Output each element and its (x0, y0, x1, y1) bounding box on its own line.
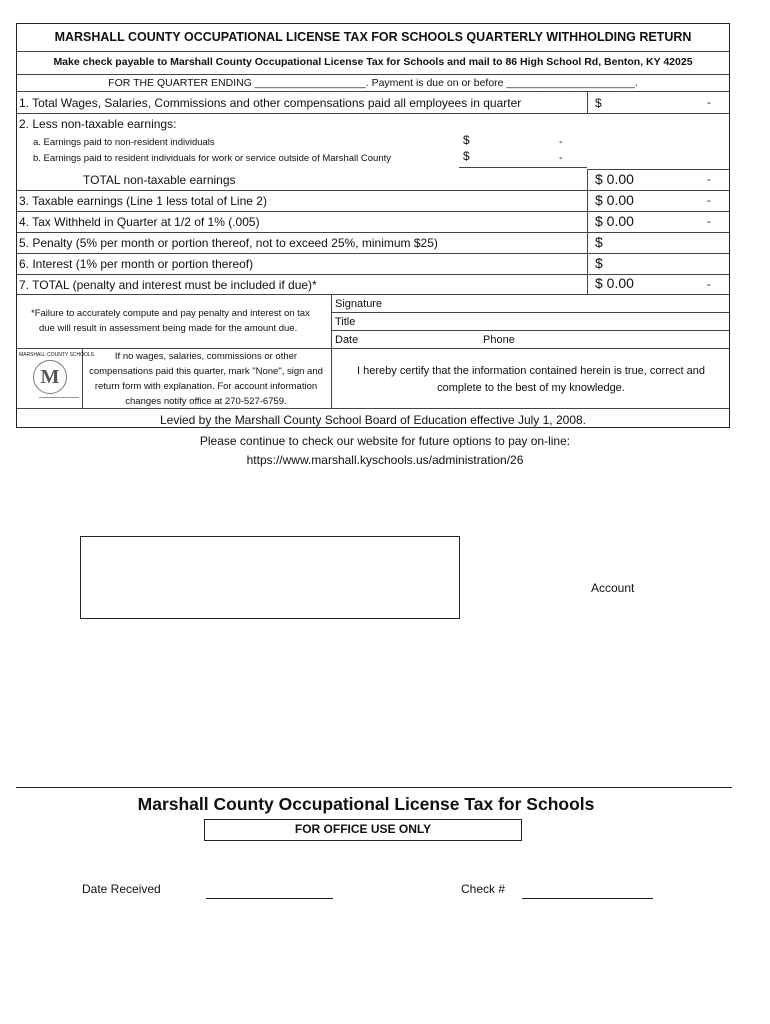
date-received-field[interactable] (206, 898, 333, 899)
line3-label: 3. Taxable earnings (Line 1 less total of Line 2) (19, 194, 267, 208)
certification-line2: complete to the best of my knowledge. (437, 382, 625, 394)
line5-amount[interactable]: $ (595, 234, 603, 250)
line7-dash: - (707, 279, 711, 291)
date-received-label: Date Received (82, 882, 161, 896)
rule (331, 312, 729, 313)
line2a-dollar[interactable]: $ (463, 133, 470, 147)
form-title: MARSHALL COUNTY OCCUPATIONAL LICENSE TAX FOR SCHOOLS QUARTERLY WITHHOLDING RETURN (54, 30, 692, 44)
line6-label: 6. Interest (1% per month or portion thereof) (19, 257, 254, 271)
rule (17, 91, 729, 92)
line3-dash: - (707, 195, 711, 207)
total-nontaxable-amount[interactable]: $ 0.00 (595, 171, 634, 187)
logo-rule (39, 397, 79, 398)
rule (17, 211, 729, 212)
quarter-ending-line: FOR THE QUARTER ENDING ___________________. Payment is due on or before ______________________. (108, 77, 638, 89)
line1-dash: - (707, 97, 711, 109)
line4-dash: - (707, 216, 711, 228)
account-label: Account (591, 581, 635, 595)
rule (17, 74, 729, 75)
website-url[interactable]: https://www.marshall.kyschools.us/administration/26 (246, 453, 524, 467)
total-nontaxable-label: TOTAL non-taxable earnings (83, 173, 236, 187)
line3-amount[interactable]: $ 0.00 (595, 192, 634, 208)
failure-note-line1: *Failure to accurately compute and pay penalty and interest on tax (31, 308, 310, 319)
date-label: Date (335, 334, 359, 346)
rule (587, 169, 729, 170)
line2b-label: b. Earnings paid to resident individuals for work or service outside of Marshall County (33, 153, 392, 164)
total-nontaxable-dash: - (707, 174, 711, 186)
certification-line1: I hereby certify that the information contained herein is true, correct and (357, 365, 705, 377)
rule (17, 51, 729, 52)
rule (17, 294, 729, 295)
line2a-dash: - (559, 136, 563, 148)
line1-label: 1. Total Wages, Salaries, Commissions and other compensations paid all employees in quarter (19, 96, 522, 110)
line1-amount[interactable]: $ (595, 96, 602, 110)
withholding-return-form (16, 23, 730, 428)
line5-label: 5. Penalty (5% per month or portion thereof, not to exceed 25%, minimum $25) (19, 236, 438, 250)
failure-note-line2: due will result in assessment being made for the amount due. (39, 323, 298, 334)
line2-label: 2. Less non-taxable earnings: (19, 117, 177, 131)
no-wages-note-line3: return form with explanation. For account information (94, 381, 318, 392)
logo-emblem: M (33, 360, 67, 394)
school-logo (19, 352, 95, 404)
check-number-field[interactable] (522, 898, 653, 899)
rule (17, 232, 729, 233)
rule (459, 167, 587, 168)
rule (17, 408, 729, 409)
rule (587, 91, 588, 113)
line7-label: 7. TOTAL (penalty and interest must be included if due)* (19, 278, 317, 292)
line2b-dash: - (559, 152, 563, 164)
rule (587, 169, 588, 294)
logo-text: MARSHALL COUNTY SCHOOLS (19, 352, 95, 358)
rule (17, 113, 729, 114)
no-wages-note-line2: compensations paid this quarter, mark "None", sign and (89, 366, 323, 377)
online-notice: Please continue to check our website for future options to pay on-line: (199, 434, 571, 448)
levied-statement: Levied by the Marshall County School Board of Education effective July 1, 2008. (159, 413, 587, 427)
rule (331, 294, 332, 408)
rule (17, 348, 729, 349)
check-number-label: Check # (461, 882, 506, 896)
rule (331, 330, 729, 331)
line7-amount[interactable]: $ 0.00 (595, 275, 634, 291)
line2b-dollar[interactable]: $ (463, 149, 470, 163)
office-use-only-box: FOR OFFICE USE ONLY (204, 819, 522, 841)
line2a-label: a. Earnings paid to non-resident individuals (33, 137, 215, 148)
rule (17, 190, 729, 191)
title-label: Title (335, 316, 356, 328)
no-wages-note-line1: If no wages, salaries, commissions or other (114, 351, 298, 362)
signature-label: Signature (335, 298, 383, 310)
mail-instructions: Make check payable to Marshall County Occupational License Tax for Schools and mail to 86 High School Rd, Benton, KY 42025 (53, 56, 693, 68)
no-wages-note-line4: changes notify office at 270-527-6759. (125, 396, 287, 407)
line6-amount[interactable]: $ (595, 255, 603, 271)
mailing-address-box[interactable] (80, 536, 460, 619)
rule (17, 253, 729, 254)
line4-label: 4. Tax Withheld in Quarter at 1/2 of 1% (.005) (19, 215, 260, 229)
office-section-title: Marshall County Occupational License Tax for Schools (137, 794, 595, 814)
section-divider (16, 787, 732, 788)
phone-label: Phone (483, 334, 515, 346)
line4-amount[interactable]: $ 0.00 (595, 213, 634, 229)
